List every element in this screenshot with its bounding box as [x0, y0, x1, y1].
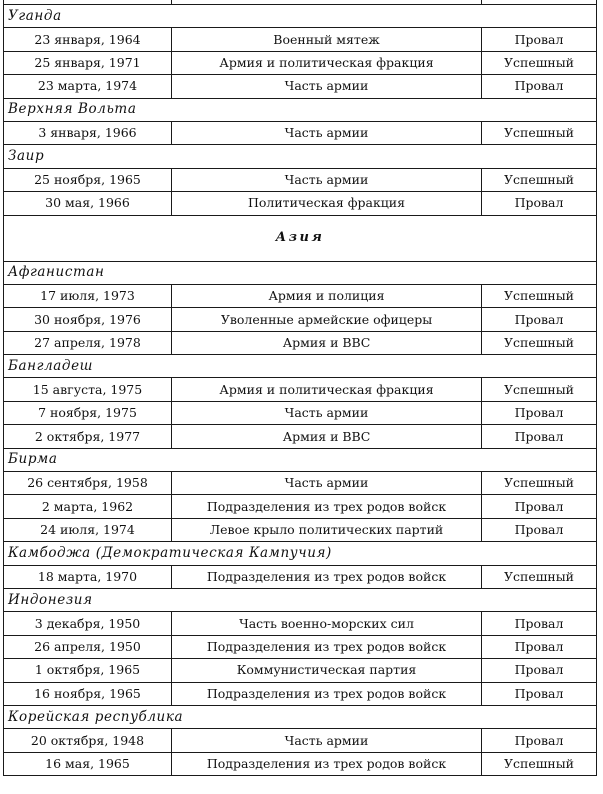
event-date: 26 апреля, 1950 — [4, 635, 172, 658]
event-force: Подразделения из трех родов войск — [172, 635, 482, 658]
table-row — [4, 729, 597, 752]
event-date: 1 октября, 1965 — [4, 659, 172, 682]
event-force: Армия и ВВС — [172, 331, 482, 354]
event-date: 3 декабря, 1950 — [4, 612, 172, 635]
country-row-korea — [4, 705, 597, 728]
event-result: Провал — [482, 192, 597, 215]
country-name: Бирма — [4, 448, 597, 471]
event-result: Провал — [482, 28, 597, 51]
event-result: Успешный — [482, 168, 597, 191]
event-result: Успешный — [482, 472, 597, 495]
country-name: Корейская республика — [4, 705, 597, 728]
event-result: Успешный — [482, 752, 597, 775]
region-heading: Азия — [4, 215, 597, 261]
country-row-upper-volta — [4, 98, 597, 121]
event-result: Провал — [482, 308, 597, 331]
table-row — [4, 635, 597, 658]
event-force: Часть армии — [172, 472, 482, 495]
country-row-burma — [4, 448, 597, 471]
event-force: Военный мятеж — [172, 28, 482, 51]
country-row-bangladesh — [4, 355, 597, 378]
event-date: 16 мая, 1965 — [4, 752, 172, 775]
table-row — [4, 565, 597, 588]
event-date: 20 октября, 1948 — [4, 729, 172, 752]
event-force: Часть армии — [172, 75, 482, 98]
table-row — [4, 284, 597, 307]
event-date: 25 января, 1971 — [4, 51, 172, 74]
event-date: 23 января, 1964 — [4, 28, 172, 51]
table-row — [4, 378, 597, 401]
event-result: Провал — [482, 425, 597, 448]
table-row — [4, 168, 597, 191]
country-row-zaire — [4, 145, 597, 168]
event-date: 30 ноября, 1976 — [4, 308, 172, 331]
country-name: Камбоджа (Демократическая Кампучия) — [4, 542, 597, 565]
event-date: 7 ноября, 1975 — [4, 401, 172, 424]
event-force: Армия и политическая фракция — [172, 51, 482, 74]
event-force: Часть военно-морских сил — [172, 612, 482, 635]
region-heading-row — [4, 215, 597, 261]
event-force: Часть армии — [172, 121, 482, 144]
table-row — [4, 682, 597, 705]
event-date: 27 апреля, 1978 — [4, 331, 172, 354]
event-force: Подразделения из трех родов войск — [172, 752, 482, 775]
country-name: Верхняя Вольта — [4, 98, 597, 121]
event-force: Левое крыло политических партий — [172, 518, 482, 541]
event-result: Провал — [482, 659, 597, 682]
event-result: Успешный — [482, 378, 597, 401]
event-date: 24 июля, 1974 — [4, 518, 172, 541]
event-force: Подразделения из трех родов войск — [172, 565, 482, 588]
event-result: Провал — [482, 635, 597, 658]
country-name: Заир — [4, 145, 597, 168]
event-result: Провал — [482, 518, 597, 541]
table-row — [4, 612, 597, 635]
table-row — [4, 331, 597, 354]
country-row-uganda — [4, 5, 597, 28]
event-force: Уволенные армейские офицеры — [172, 308, 482, 331]
event-force: Часть армии — [172, 168, 482, 191]
event-date: 2 марта, 1962 — [4, 495, 172, 518]
event-result: Успешный — [482, 565, 597, 588]
table-row — [4, 518, 597, 541]
event-result: Успешный — [482, 284, 597, 307]
event-date: 23 марта, 1974 — [4, 75, 172, 98]
country-row-indonesia — [4, 588, 597, 611]
table-row — [4, 121, 597, 144]
table-row — [4, 308, 597, 331]
country-row-cambodia — [4, 542, 597, 565]
event-force: Армия и политическая фракция — [172, 378, 482, 401]
event-result: Провал — [482, 495, 597, 518]
table-row — [4, 51, 597, 74]
event-result: Успешный — [482, 121, 597, 144]
event-result: Провал — [482, 401, 597, 424]
table-row — [4, 495, 597, 518]
event-force: Политическая фракция — [172, 192, 482, 215]
table-row — [4, 28, 597, 51]
country-name: Индонезия — [4, 588, 597, 611]
event-force: Коммунистическая партия — [172, 659, 482, 682]
event-date: 18 марта, 1970 — [4, 565, 172, 588]
coups-table — [3, 0, 597, 776]
table-row — [4, 75, 597, 98]
event-force: Подразделения из трех родов войск — [172, 682, 482, 705]
country-name: Афганистан — [4, 261, 597, 284]
country-row-afghanistan — [4, 261, 597, 284]
event-force: Часть армии — [172, 401, 482, 424]
country-name: Бангладеш — [4, 355, 597, 378]
event-date: 17 июля, 1973 — [4, 284, 172, 307]
event-result: Провал — [482, 682, 597, 705]
event-result: Успешный — [482, 51, 597, 74]
event-date: 15 августа, 1975 — [4, 378, 172, 401]
table-row — [4, 425, 597, 448]
event-result: Провал — [482, 729, 597, 752]
event-date: 26 сентября, 1958 — [4, 472, 172, 495]
table-row — [4, 752, 597, 775]
event-result: Провал — [482, 612, 597, 635]
event-force: Армия и ВВС — [172, 425, 482, 448]
event-date: 16 ноября, 1965 — [4, 682, 172, 705]
event-date: 2 октября, 1977 — [4, 425, 172, 448]
event-date: 30 мая, 1966 — [4, 192, 172, 215]
event-date: 3 января, 1966 — [4, 121, 172, 144]
event-force: Часть армии — [172, 729, 482, 752]
table-row — [4, 192, 597, 215]
table-row — [4, 401, 597, 424]
table-row — [4, 659, 597, 682]
event-result: Провал — [482, 75, 597, 98]
country-name: Уганда — [4, 5, 597, 28]
event-force: Армия и полиция — [172, 284, 482, 307]
event-force: Подразделения из трех родов войск — [172, 495, 482, 518]
table-row — [4, 472, 597, 495]
event-date: 25 ноября, 1965 — [4, 168, 172, 191]
event-result: Успешный — [482, 331, 597, 354]
